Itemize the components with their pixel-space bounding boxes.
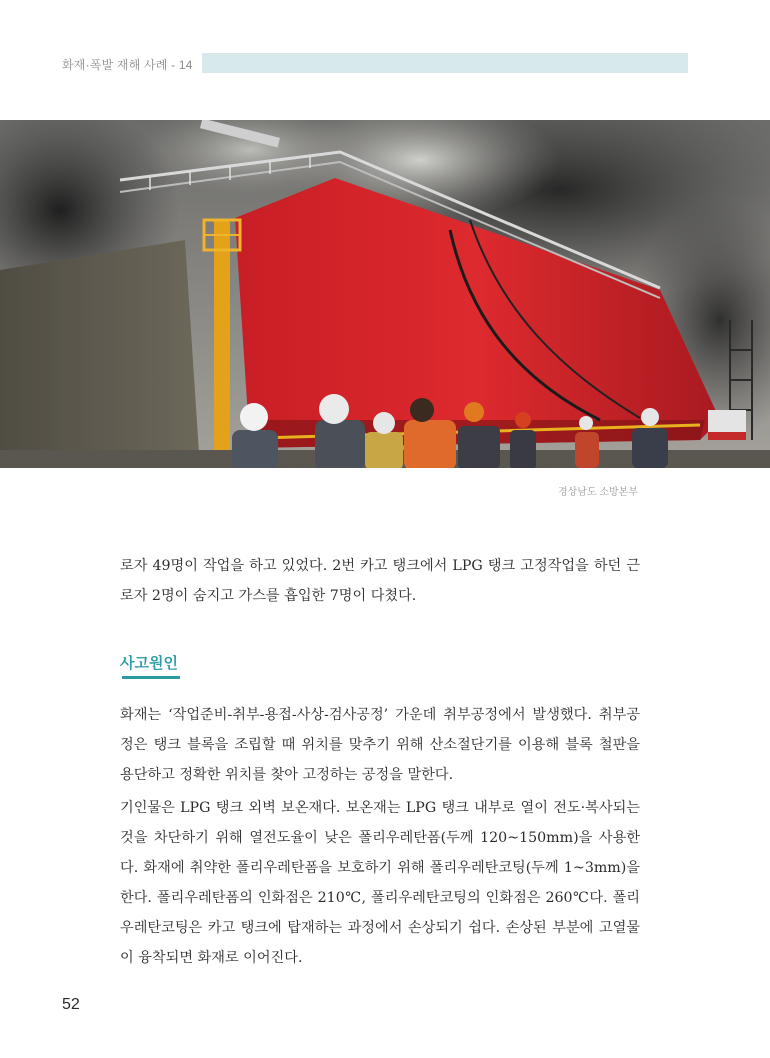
accident-photo <box>0 120 770 468</box>
body-paragraph-2: 화재는 ‘작업준비-취부-용접-사상-검사공정’ 가운데 취부공정에서 발생했다. 취부공정은 탱크 블록을 조립할 때 위치를 맞추기 위해 산소절단기를 이용해 블록 철판을 용단하고 정확한 위치를 찾아 고정하는 공정을 말한다. <box>120 707 640 783</box>
photo-credit: 경상남도 소방본부 <box>557 487 638 498</box>
body-paragraph-1: 로자 49명이 작업을 하고 있었다. 2번 카고 탱크에서 LPG 탱크 고정작업을 하던 근로자 2명이 숨지고 가스를 흡입한 7명이 다쳤다. <box>120 558 640 604</box>
header-bar <box>202 53 688 73</box>
section-title-underline <box>122 676 180 679</box>
page-number: 52 <box>62 996 80 1013</box>
body-paragraph-3: 기인물은 LPG 탱크 외벽 보온재다. 보온재는 LPG 탱크 내부로 열이 전도·복사되는 것을 차단하기 위해 열전도율이 낮은 폴리우레탄폼(두께 120~150mm)을 사용한다. 화재에 취약한 폴리우레탄폼을 보호하기 위해 폴리우레탄코팅(두께 1~3mm)을 한다. 폴리우레탄폼의 인화점은 210℃, 폴리우레탄코팅의 인화점은 260℃다. 폴리우레탄코팅은 카고 탱크에 탑재하는 과정에서 손상되기 쉽다. 손상된 부분에 고열물이 융착되면 화재로 이어진다. <box>120 800 640 966</box>
running-header: 화재·폭발 재해 사례 - 14 <box>62 58 193 72</box>
section-title: 사고원인 <box>120 654 178 672</box>
